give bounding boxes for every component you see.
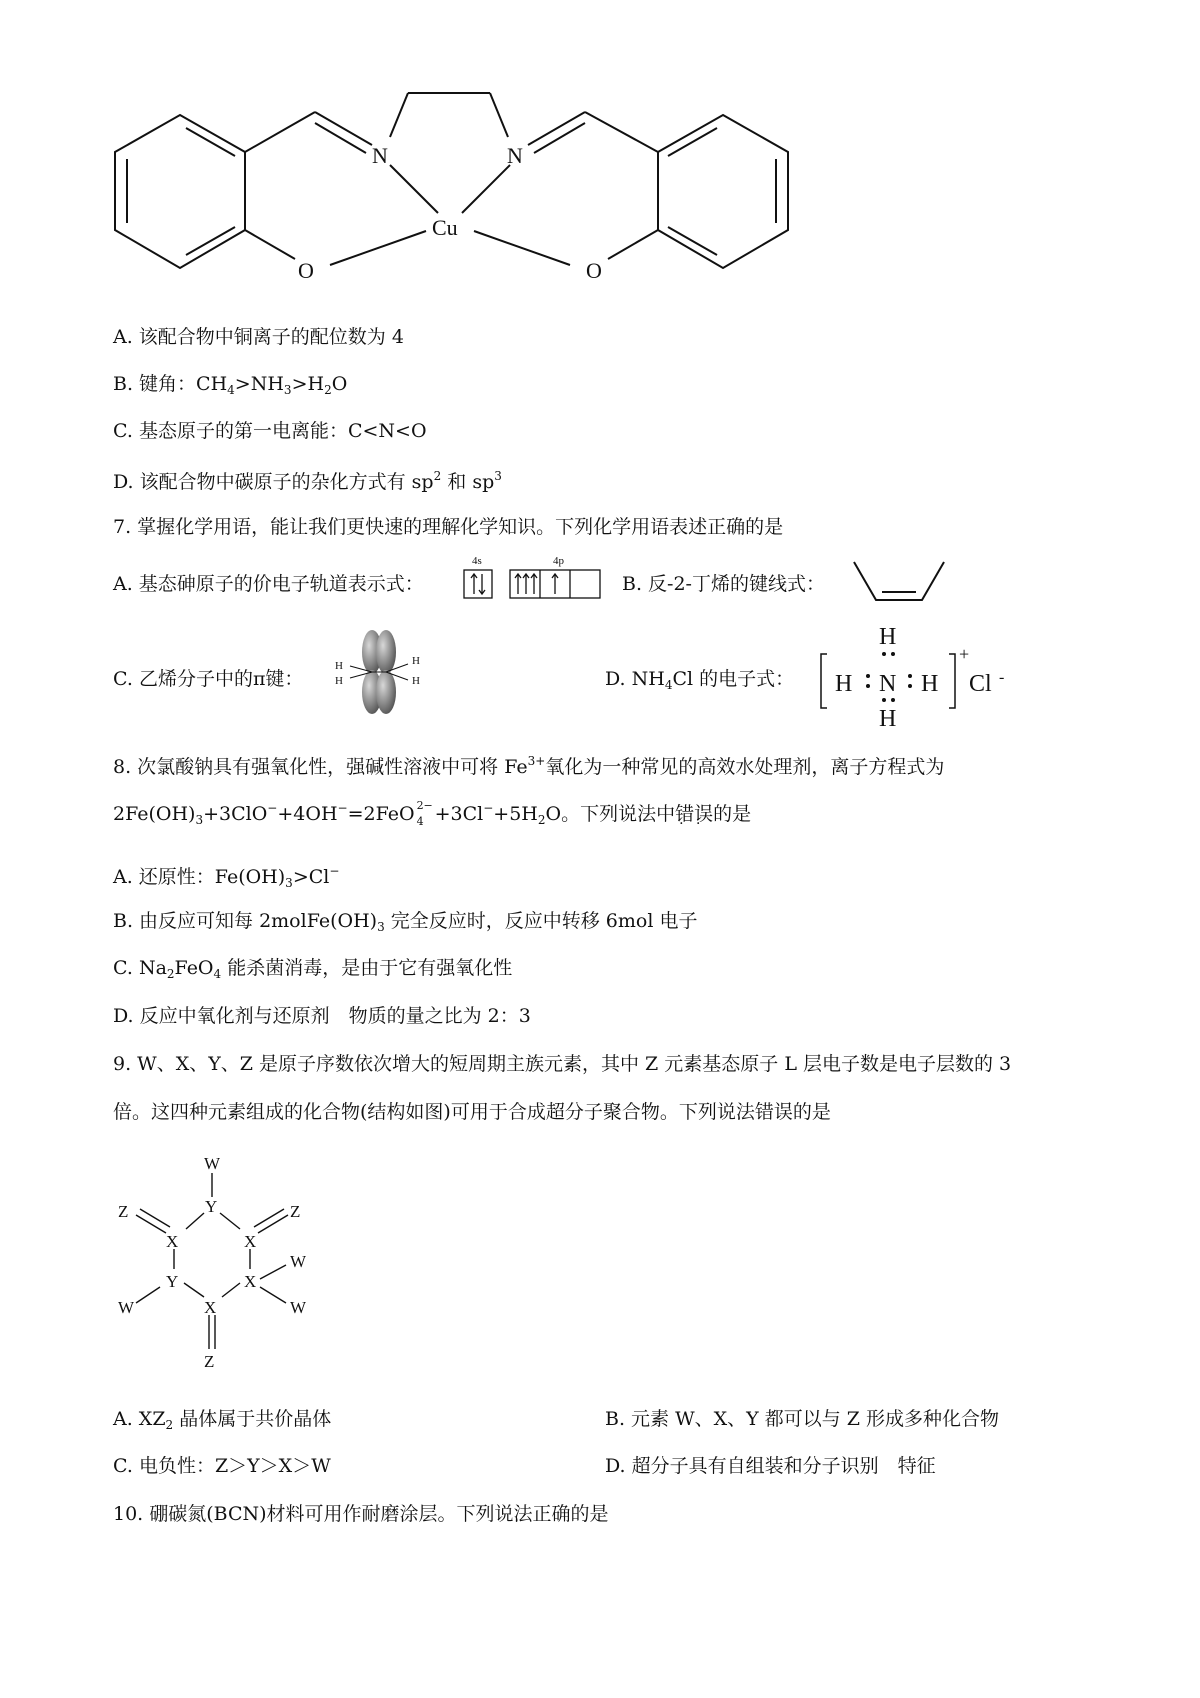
q8-b-sub: 3 xyxy=(377,920,385,934)
eq-text: +3ClO xyxy=(203,803,268,825)
h-atom: H xyxy=(412,655,420,667)
q8-stem-sup: 3+ xyxy=(527,754,546,768)
atom-x: X xyxy=(244,1232,257,1251)
plus-charge: + xyxy=(959,644,970,664)
h-left: H xyxy=(835,671,853,697)
q6-option-a[interactable]: A. 该配合物中铜离子的配位数为 4 xyxy=(113,326,404,348)
q6-option-b[interactable] xyxy=(113,375,347,396)
q6-b-text: >NH xyxy=(234,373,284,395)
q9-option-d[interactable]: D. 超分子具有自组装和分子识别 特征 xyxy=(605,1455,936,1477)
q8-option-d[interactable]: D. 反应中氧化剂与还原剂 物质的量之比为 2：3 xyxy=(113,1005,531,1027)
q9-structure xyxy=(100,1145,340,1385)
chloride-label: Cl xyxy=(969,671,992,697)
h-bottom: H xyxy=(879,706,897,730)
q6-b-text: >H xyxy=(291,373,325,395)
label-4s: 4s xyxy=(472,555,482,567)
eq-text: O。下列说法中 xyxy=(545,803,676,825)
q8-b-text: B. 由反应可知每 2molFe(OH) xyxy=(113,910,378,932)
q9-stem-line2: 倍。这四种元素组成的化合物(结构如图)可用于合成超分子聚合物。下列说法错误的是 xyxy=(113,1101,831,1123)
eq-text: 的是 xyxy=(713,803,752,825)
eq-text: +5H xyxy=(493,803,538,825)
eq-text: +3Cl xyxy=(428,803,484,825)
atom-n-right: N xyxy=(507,143,523,168)
q8-a-sup: − xyxy=(329,864,340,878)
q9-a-text: 晶体属于共价晶体 xyxy=(173,1408,332,1430)
atom-x: X xyxy=(204,1298,217,1317)
q7-option-b[interactable]: B. 反-2-丁烯的键线式： xyxy=(622,573,825,595)
q6-d-sup: 3 xyxy=(494,469,502,483)
eq-sup: 2− xyxy=(416,799,433,812)
q9-a-sub: 2 xyxy=(165,1418,174,1432)
eq-sub: 4 xyxy=(416,815,424,828)
eq-sup: − xyxy=(337,801,348,815)
n-center: N xyxy=(879,671,897,697)
q8-c-text: 能杀菌消毒，是由于它有强氧化性 xyxy=(221,957,513,979)
q6-b-text: B. 键角：CH xyxy=(113,373,228,395)
q7-d-text: D. NH xyxy=(605,668,665,690)
q7-option-a[interactable]: A. 基态砷原子的价电子轨道表示式： xyxy=(113,573,424,595)
h-right: H xyxy=(921,671,939,697)
q7-option-c[interactable]: C. 乙烯分子中的π键： xyxy=(113,668,304,690)
q8-option-a[interactable] xyxy=(113,865,339,889)
h-top: H xyxy=(879,624,897,650)
q8-c-sub: 4 xyxy=(213,967,222,981)
eq-text: 2Fe(OH) xyxy=(113,803,196,825)
copper-complex-structure xyxy=(90,85,910,315)
q8-a-sub: 3 xyxy=(285,876,293,890)
atom-z: Z xyxy=(204,1352,215,1371)
minus-charge: - xyxy=(999,669,1005,686)
atom-w: W xyxy=(290,1252,307,1271)
atom-w: W xyxy=(290,1298,307,1317)
atom-y: Y xyxy=(166,1272,179,1291)
eq-text: +4OH xyxy=(277,803,338,825)
q8-c-sub: 2 xyxy=(166,967,175,981)
q6-d-text: 和 sp xyxy=(441,471,495,493)
q7-stem: 7. 掌握化学用语，能让我们更快速的理解化学知识。下列化学用语表述正确的是 xyxy=(113,516,784,538)
atom-x: X xyxy=(166,1232,179,1251)
q6-b-sub: 3 xyxy=(283,383,292,397)
emphasis-wrong: 错误 · · xyxy=(675,803,713,825)
ammonium-chloride-electron-formula xyxy=(815,620,1015,730)
trans-2-butene-skeletal xyxy=(850,558,950,608)
q6-b-text: O xyxy=(331,373,348,395)
q8-option-b[interactable] xyxy=(113,912,697,933)
eq-sub-sup xyxy=(415,799,433,828)
eq-text: =2FeO xyxy=(347,803,415,825)
atom-n-left: N xyxy=(372,143,388,168)
atom-o-right: O xyxy=(586,258,602,283)
atom-w: W xyxy=(118,1298,135,1317)
q8-a-text: A. 还原性：Fe(OH) xyxy=(113,866,286,888)
q9-option-a[interactable] xyxy=(113,1410,331,1431)
q9-stem-line1: 9. W、X、Y、Z 是原子序数依次增大的短周期主族元素，其中 Z 元素基态原子 L 层电子数是电子层数的 3 xyxy=(113,1053,1012,1075)
q6-b-sub: 4 xyxy=(227,383,235,397)
atom-o-left: O xyxy=(298,258,314,283)
q9-option-b[interactable]: B. 元素 W、X、Y 都可以与 Z 形成多种化合物 xyxy=(605,1408,1000,1430)
q8-option-c[interactable] xyxy=(113,959,512,980)
q8-c-text: FeO xyxy=(174,957,214,979)
q8-stem-text: 氧化为一种常见的高效水处理剂，离子方程式为 xyxy=(545,756,945,778)
q7-option-d[interactable] xyxy=(605,670,794,691)
orbital-diagram xyxy=(460,552,610,602)
q8-a-text: >Cl xyxy=(292,866,330,888)
label-4p: 4p xyxy=(553,555,564,567)
h-atom: H xyxy=(335,675,343,687)
q7-d-text: Cl 的电子式： xyxy=(672,668,795,690)
q8-equation xyxy=(113,799,752,828)
q8-c-text: C. Na xyxy=(113,957,167,979)
q8-stem xyxy=(113,755,944,777)
atom-z: Z xyxy=(118,1202,129,1221)
q10-stem: 10. 硼碳氮(BCN)材料可用作耐磨涂层。下列说法正确的是 xyxy=(113,1503,609,1525)
q6-d-sup: 2 xyxy=(433,469,442,483)
ethylene-pi-bond-image xyxy=(330,628,430,718)
q6-option-c[interactable]: C. 基态原子的第一电离能：C<N<O xyxy=(113,420,427,442)
q6-option-d[interactable] xyxy=(113,470,502,492)
atom-x: X xyxy=(244,1272,257,1291)
q8-stem-text: 8. 次氯酸钠具有强氧化性，强碱性溶液中可将 Fe xyxy=(113,756,528,778)
eq-sub: 3 xyxy=(195,813,204,827)
q7-d-sub: 4 xyxy=(664,678,673,692)
q6-d-text: D. 该配合物中碳原子的杂化方式有 sp xyxy=(113,471,434,493)
h-atom: H xyxy=(335,660,343,672)
atom-w: W xyxy=(204,1154,221,1173)
eq-sup: − xyxy=(267,801,278,815)
atom-y: Y xyxy=(205,1197,218,1216)
q8-b-text: 完全反应时，反应中转移 6mol 电子 xyxy=(384,910,698,932)
h-atom: H xyxy=(412,675,420,687)
q9-option-c[interactable]: C. 电负性：Z＞Y＞X＞W xyxy=(113,1455,331,1477)
q9-a-text: A. XZ xyxy=(113,1408,166,1430)
eq-sup: − xyxy=(483,801,494,815)
atom-cu: Cu xyxy=(432,215,458,240)
atom-z: Z xyxy=(290,1202,301,1221)
eq-sub: 2 xyxy=(537,813,546,827)
q6-b-sub: 2 xyxy=(324,383,332,397)
